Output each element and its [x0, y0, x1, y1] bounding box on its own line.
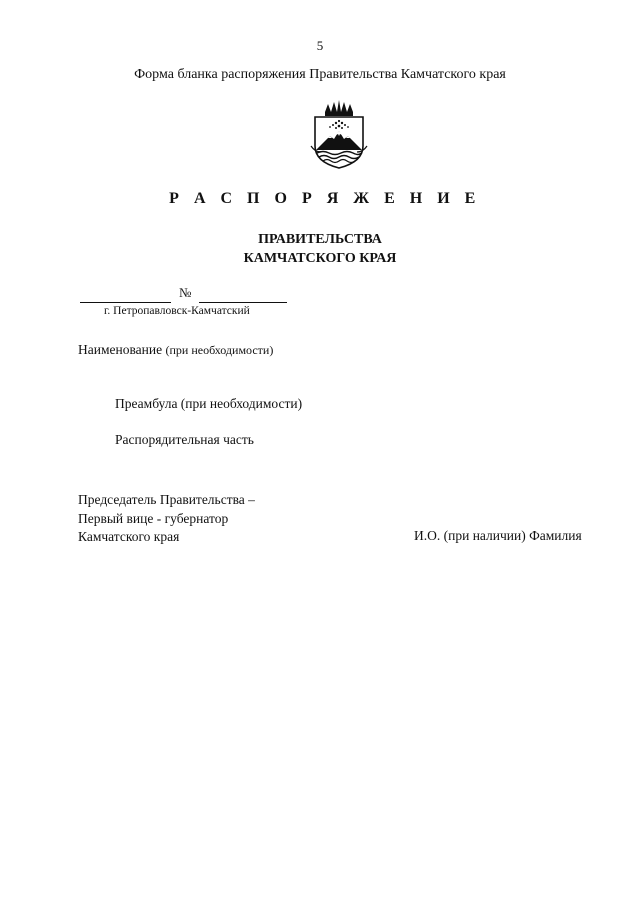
- number-blank-line: [199, 302, 287, 303]
- date-blank-line: [80, 302, 171, 303]
- preamble-text: Преамбула (при необходимости): [115, 396, 303, 411]
- document-name-note: (при необходимости): [165, 343, 274, 357]
- city-label: г. Петропавловск-Камчатский: [104, 305, 250, 317]
- signatory-line-3: Камчатского края: [78, 529, 180, 544]
- number-sign: №: [179, 285, 192, 300]
- kamchatka-coat-of-arms-icon: [303, 100, 375, 170]
- document-name-label: Наименование: [78, 342, 163, 357]
- form-title: Форма бланка распоряжения Правительства Камчатского края: [134, 67, 506, 82]
- signatory-line-2: Первый вице - губернатор: [78, 510, 229, 526]
- issuer-line-1: ПРАВИТЕЛЬСТВА: [258, 232, 382, 247]
- document-type-title: Р А С П О Р Я Ж Е Н И Е: [169, 190, 481, 207]
- signatory-position: [78, 491, 255, 547]
- issuer-line-2: КАМЧАТСКОГО КРАЯ: [243, 251, 397, 266]
- signatory-line-1: Председатель Правительства –: [78, 492, 255, 507]
- issuer-block: [0, 230, 640, 268]
- signatory-name: И.О. (при наличии) Фамилия: [414, 528, 582, 543]
- page-number: 5: [316, 38, 324, 53]
- operative-part-text: Распорядительная часть: [115, 432, 254, 447]
- document-name-row: [78, 342, 273, 358]
